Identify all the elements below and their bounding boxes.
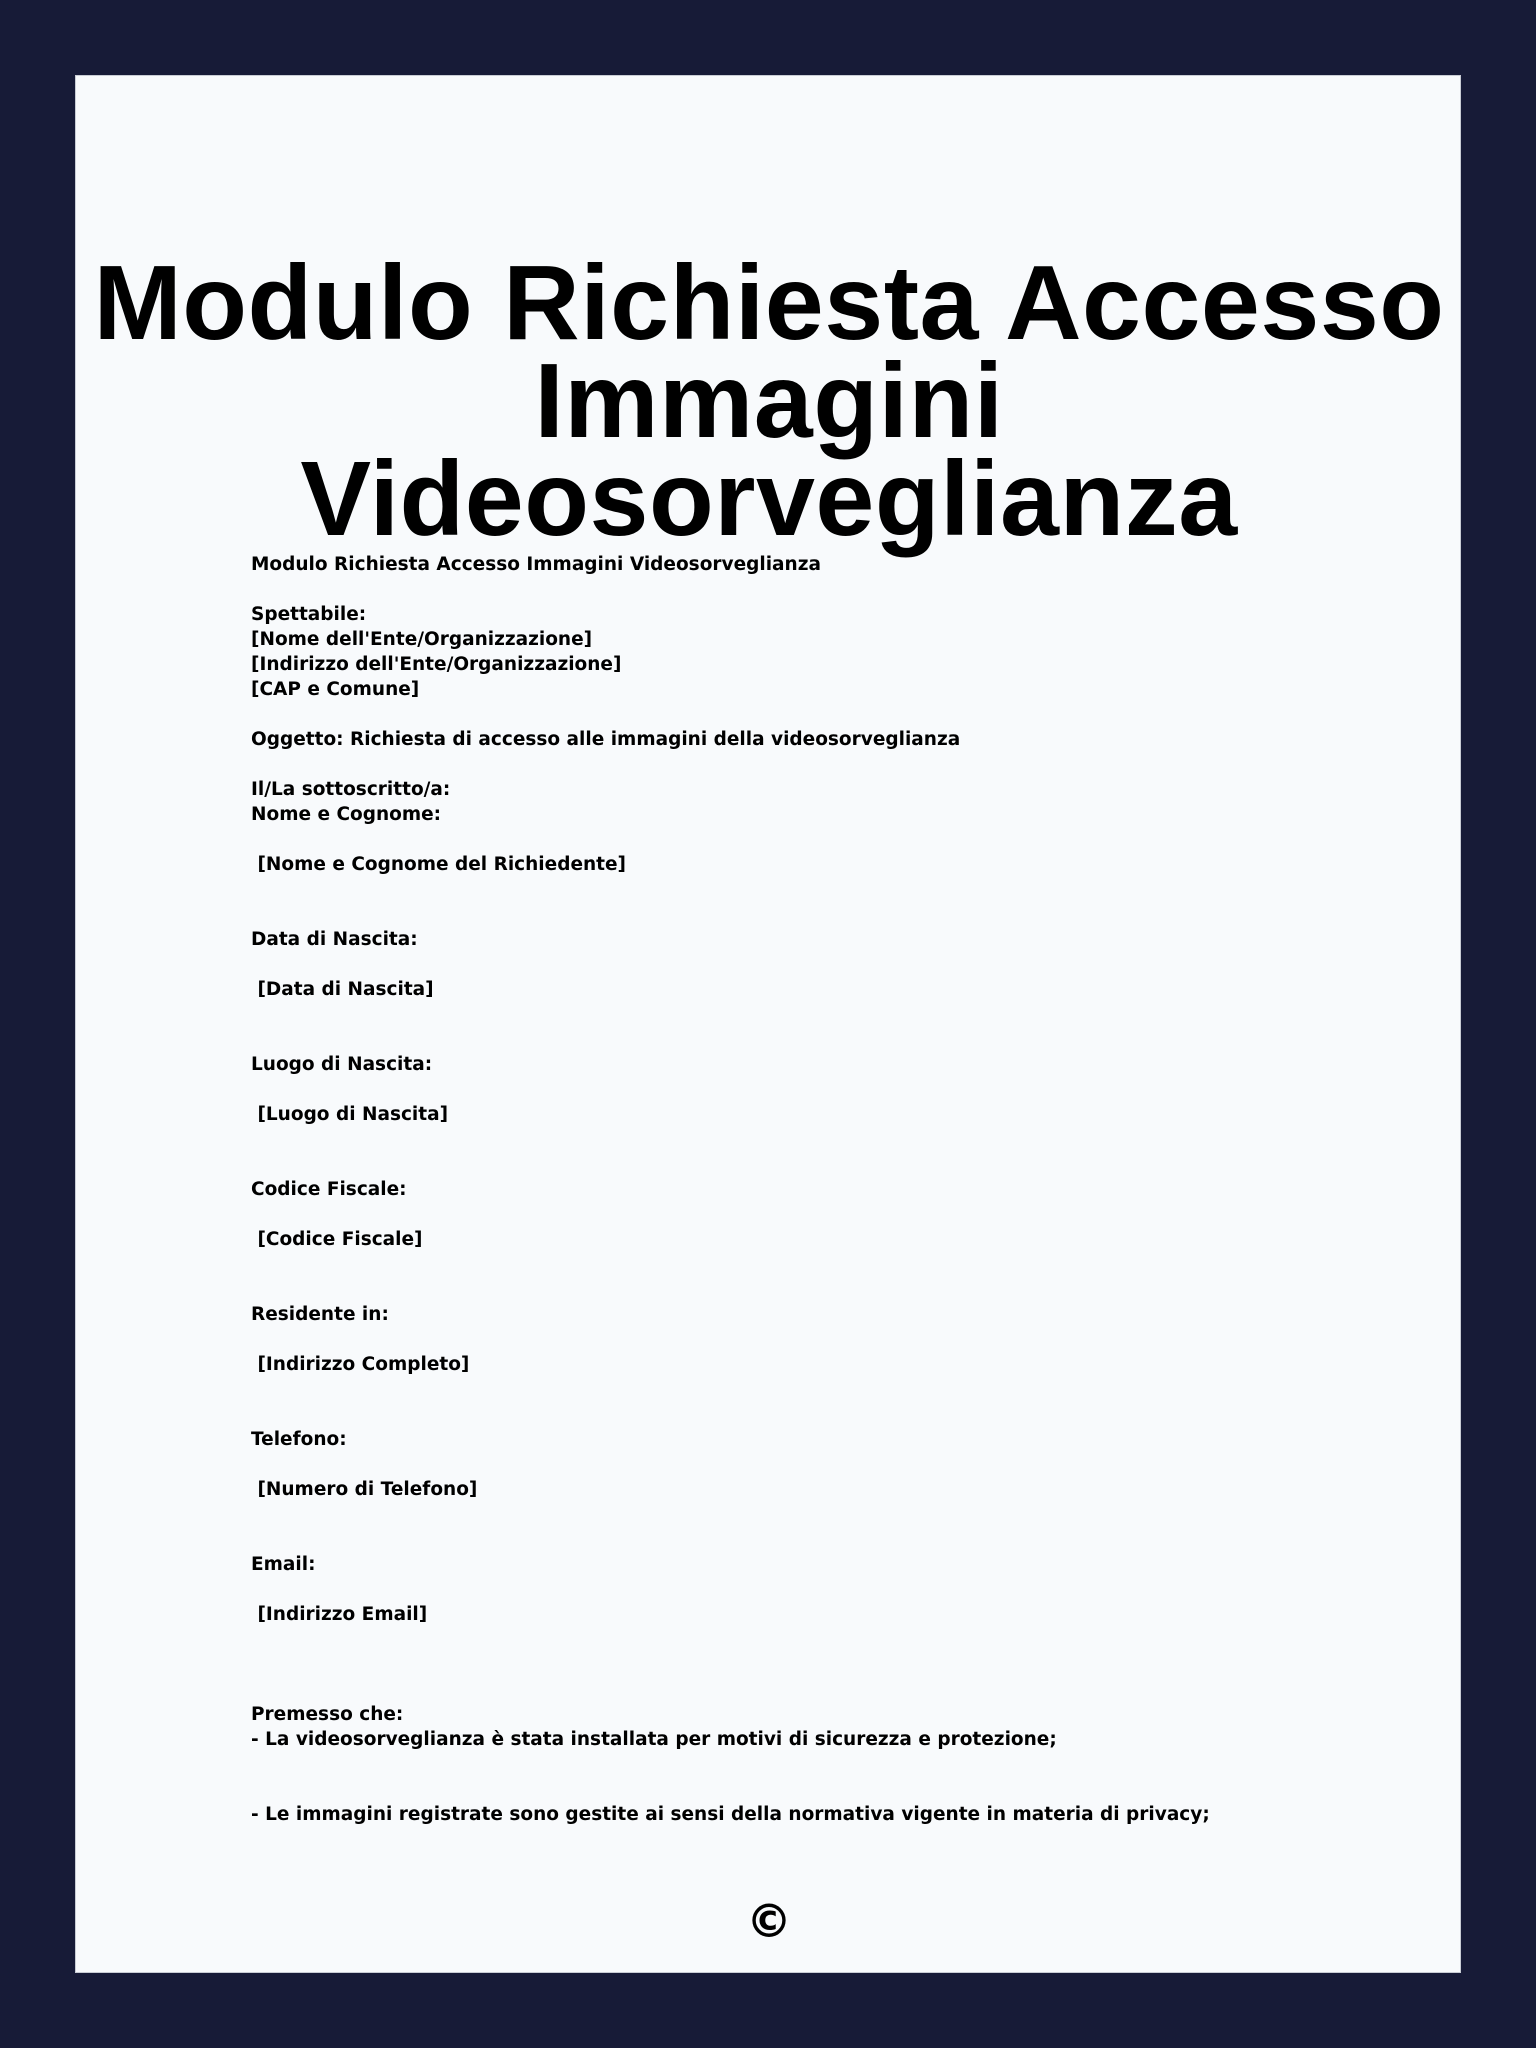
field-label-tax-code: Codice Fiscale: bbox=[251, 1179, 407, 1200]
field-label-residence: Residente in: bbox=[251, 1304, 389, 1325]
field-label-birthdate: Data di Nascita: bbox=[251, 929, 418, 950]
undersigned-label: Il/La sottoscritto/a: bbox=[251, 779, 451, 800]
recipient-city: [CAP e Comune] bbox=[251, 679, 420, 700]
recipient-label: Spettabile: bbox=[251, 604, 367, 625]
field-label-name: Nome e Cognome: bbox=[251, 804, 442, 825]
premise-label: Premesso che: bbox=[251, 1704, 404, 1725]
heading-line-2: Immagini Videosorveglianza bbox=[300, 342, 1238, 558]
field-value-email: [Indirizzo Email] bbox=[251, 1604, 428, 1625]
recipient-name: [Nome dell'Ente/Organizzazione] bbox=[251, 629, 593, 650]
field-value-birthplace: [Luogo di Nascita] bbox=[251, 1104, 449, 1125]
field-value-residence: [Indirizzo Completo] bbox=[251, 1354, 470, 1375]
field-value-tax-code: [Codice Fiscale] bbox=[251, 1229, 423, 1250]
document-heading bbox=[76, 244, 1461, 558]
document-body bbox=[251, 552, 1351, 1827]
document-page bbox=[75, 75, 1461, 1973]
premise-item: - La videosorveglianza è stata installata per motivi di sicurezza e protezione; bbox=[251, 1729, 1057, 1750]
field-value-phone: [Numero di Telefono] bbox=[251, 1479, 478, 1500]
intro-title: Modulo Richiesta Accesso Immagini Videosorveglianza bbox=[251, 554, 821, 575]
field-value-name: [Nome e Cognome del Richiedente] bbox=[251, 854, 627, 875]
field-label-phone: Telefono: bbox=[251, 1429, 347, 1450]
field-value-birthdate: [Data di Nascita] bbox=[251, 979, 434, 1000]
recipient-address: [Indirizzo dell'Ente/Organizzazione] bbox=[251, 654, 622, 675]
field-label-birthplace: Luogo di Nascita: bbox=[251, 1054, 433, 1075]
heading-line-1: Modulo Richiesta Accesso bbox=[93, 244, 1445, 362]
subject-line: Oggetto: Richiesta di accesso alle immagini della videosorveglianza bbox=[251, 729, 961, 750]
field-label-email: Email: bbox=[251, 1554, 316, 1575]
copyright-icon: © bbox=[746, 1894, 792, 1948]
premise-item: - Le immagini registrate sono gestite ai sensi della normativa vigente in materia di privacy; bbox=[251, 1804, 1210, 1825]
